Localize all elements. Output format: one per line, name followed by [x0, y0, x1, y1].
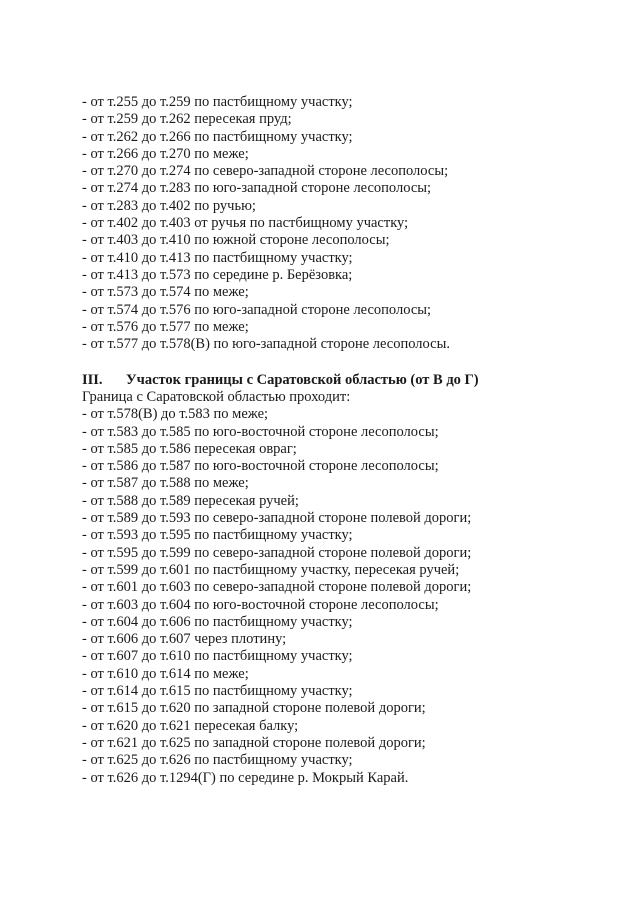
list-item: - от т.595 до т.599 по северо-западной стороне полевой дороги; [82, 544, 472, 561]
list-item: - от т.410 до т.413 по пастбищному участку; [82, 249, 353, 266]
list-item: - от т.577 до т.578(В) по юго-западной стороне лесополосы. [82, 336, 450, 353]
section-heading [82, 371, 622, 389]
list-item: - от т.610 до т.614 по меже; [82, 665, 249, 682]
list-item: - от т.283 до т.402 по ручью; [82, 197, 256, 214]
list-item: - от т.599 до т.601 по пастбищному участку, пересекая ручей; [82, 561, 460, 578]
list-item: - от т.403 до т.410 по южной стороне лесополосы; [82, 232, 390, 249]
list-item: - от т.573 до т.574 по меже; [82, 284, 249, 301]
list-item: - от т.574 до т.576 по юго-западной стороне лесополосы; [82, 301, 432, 318]
list-item: - от т.274 до т.283 по юго-западной стороне лесополосы; [82, 180, 432, 197]
list-item: - от т.576 до т.577 по меже; [82, 318, 249, 335]
list-item: - от т.625 до т.626 по пастбищному участку; [82, 752, 353, 769]
list-item: - от т.621 до т.625 по западной стороне полевой дороги; [82, 734, 426, 751]
list-item: - от т.603 до т.604 по юго-восточной стороне лесополосы; [82, 596, 439, 613]
boundary-list-section-3 [82, 371, 622, 787]
list-item: - от т.413 до т.573 по середине р. Берёзовка; [82, 266, 353, 283]
list-item: - от т.586 до т.587 по юго-восточной стороне лесополосы; [82, 458, 439, 475]
list-item: - от т.615 до т.620 по западной стороне полевой дороги; [82, 700, 426, 717]
list-item: - от т.585 до т.586 пересекая овраг; [82, 440, 297, 457]
list-item: - от т.620 до т.621 пересекая балку; [82, 717, 299, 734]
list-item: - от т.578(В) до т.583 по меже; [82, 406, 269, 423]
list-item: - от т.607 до т.610 по пастбищному участку; [82, 648, 353, 665]
boundary-list-section-2 [82, 94, 622, 353]
list-item: - от т.402 до т.403 от ручья по пастбищному участку; [82, 215, 409, 232]
list-item: - от т.270 до т.274 по северо-западной стороне лесополосы; [82, 163, 449, 180]
list-item: - от т.604 до т.606 по пастбищному участку; [82, 613, 353, 630]
list-item: - от т.587 до т.588 по меже; [82, 475, 249, 492]
list-item: - от т.614 до т.615 по пастбищному участку; [82, 683, 353, 700]
list-item: - от т.262 до т.266 по пастбищному участку; [82, 128, 353, 145]
list-item: - от т.266 до т.270 по меже; [82, 145, 249, 162]
list-item: - от т.593 до т.595 по пастбищному участку; [82, 527, 353, 544]
list-item: - от т.583 до т.585 по юго-восточной стороне лесополосы; [82, 423, 439, 440]
list-item: - от т.255 до т.259 по пастбищному участку; [82, 94, 353, 110]
list-item: - от т.601 до т.603 по северо-западной стороне полевой дороги; [82, 579, 472, 596]
list-item: - от т.588 до т.589 пересекая ручей; [82, 492, 299, 509]
section-title: Участок границы с Саратовской областью (от В до Г) [126, 372, 479, 388]
section-number: III. [82, 372, 103, 388]
list-item: - от т.606 до т.607 через плотину; [82, 631, 287, 648]
list-item: - от т.589 до т.593 по северо-западной стороне полевой дороги; [82, 510, 472, 527]
section-intro: Граница с Саратовской областью проходит: [82, 389, 351, 405]
list-item: - от т.259 до т.262 пересекая пруд; [82, 111, 292, 128]
list-item: - от т.626 до т.1294(Г) по середине р. Мокрый Карай. [82, 769, 409, 786]
